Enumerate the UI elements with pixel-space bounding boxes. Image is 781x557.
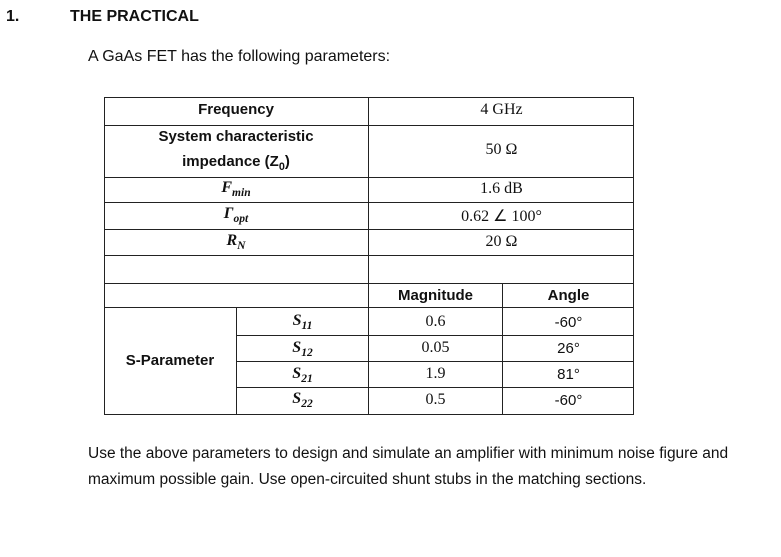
s12-angle: 26° bbox=[557, 340, 580, 357]
angle-header: Angle bbox=[547, 287, 590, 304]
magnitude-header: Magnitude bbox=[398, 287, 473, 304]
s11-angle: -60° bbox=[554, 314, 583, 331]
s21-symbol: $S_{21}$ bbox=[292, 365, 313, 386]
s22-angle: -60° bbox=[554, 392, 583, 409]
impedance-value: 50 Ω bbox=[485, 141, 518, 158]
task-paragraph: Use the above parameters to design and simulate an amplifier with minimum noise figure and maximum possible gain. Use open-circuited shunt stubs in the matching sections. bbox=[88, 445, 729, 488]
s22-magnitude: 0.5 bbox=[425, 391, 446, 408]
gamma-opt-symbol: $\Gamma_{opt}$ bbox=[223, 205, 249, 226]
intro-text: A GaAs FET has the following parameters: bbox=[88, 48, 391, 65]
section-title: THE PRACTICAL bbox=[70, 8, 199, 25]
gamma-opt-value: 0.62 ∠ 100° bbox=[461, 208, 542, 225]
frequency-value: 4 GHz bbox=[480, 101, 523, 118]
s11-magnitude: 0.6 bbox=[425, 313, 446, 330]
s21-angle: 81° bbox=[557, 366, 580, 383]
parameters-table bbox=[104, 97, 634, 415]
impedance-label-line2: impedance $(Z_0)$ bbox=[182, 153, 290, 173]
s22-symbol: $S_{22}$ bbox=[292, 390, 313, 411]
section-number: 1. bbox=[6, 8, 20, 25]
fmin-symbol: $F_{min}$ bbox=[221, 179, 251, 200]
s12-symbol: $S_{12}$ bbox=[292, 339, 313, 360]
s12-magnitude: 0.05 bbox=[421, 339, 450, 356]
s11-symbol: $S_{11}$ bbox=[292, 312, 313, 333]
rn-symbol: $R_N$ bbox=[226, 232, 246, 253]
frequency-label: Frequency bbox=[198, 101, 274, 118]
impedance-label-line1: System characteristic bbox=[158, 128, 314, 145]
s21-magnitude: 1.9 bbox=[425, 365, 446, 382]
rn-value: 20 Ω bbox=[485, 233, 518, 250]
sparameter-label: S-Parameter bbox=[125, 352, 215, 369]
fmin-value: 1.6 dB bbox=[480, 180, 523, 197]
